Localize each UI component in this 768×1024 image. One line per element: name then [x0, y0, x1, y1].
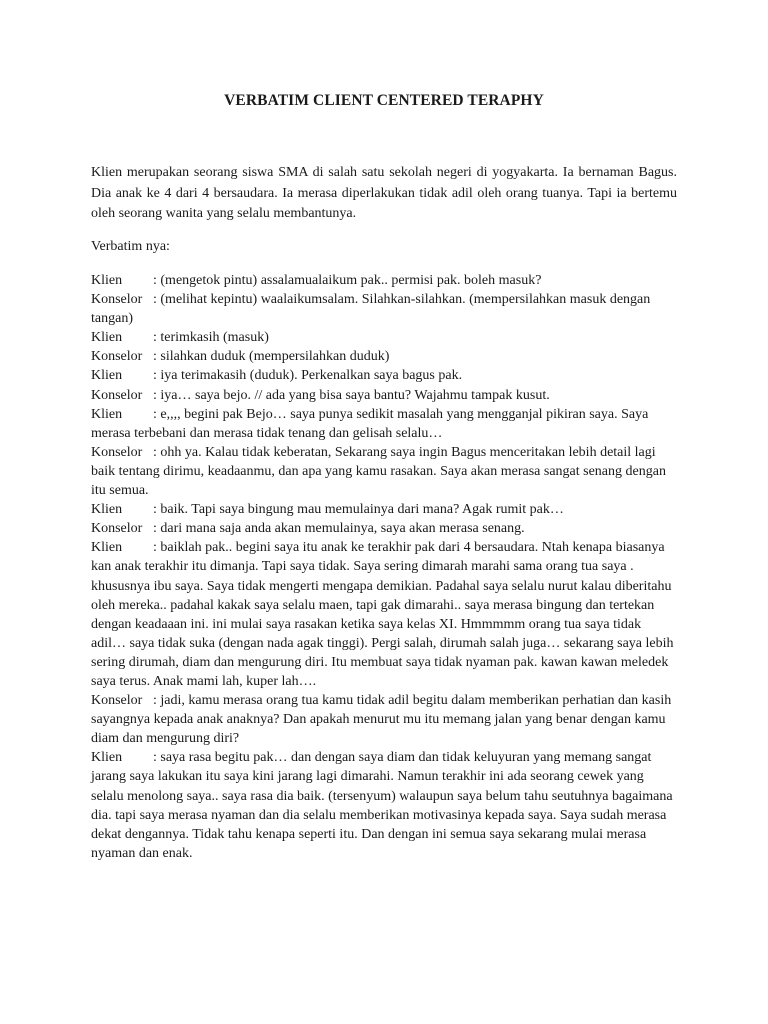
utterance: saya rasa begitu pak… dan dengan saya diam dan tidak keluyuran yang memang sangat jarang saya lakukan itu saya kini jarang lagi dimarahi. Namun terakhir ini ada seorang cewek yang selalu menolong saya.. saya rasa dia baik. (tersenyum) walaupun saya belum tahu seutuhnya bagaimana dia. tapi saya merasa nyaman dan dia selalu memberikan motivasinya kepada saya. Saya sudah merasa dekat dengannya. Tidak tahu kenapa seperti itu. Dan dengan ini semua saya sekarang mulai merasa nyaman dan enak.	[91, 750, 673, 861]
separator: :	[153, 521, 157, 537]
document-title: VERBATIM CLIENT CENTERED TERAPHY	[224, 92, 544, 109]
verbatim-label: Verbatim nya:	[91, 239, 170, 254]
separator: :	[153, 349, 157, 365]
utterance: jadi, kamu merasa orang tua kamu tidak adil begitu dalam memberikan perhatian dan kasih sayangnya kepada anak anaknya? Dan apakah menurut mu itu memang jalan yang benar dengan kamu diam dan mengurung diri?	[91, 693, 672, 747]
separator: :	[153, 368, 157, 384]
separator: :	[153, 330, 157, 346]
speaker-label: Konselor	[91, 521, 143, 537]
dialogue-turn	[91, 386, 677, 405]
utterance: terimkasih (masuk)	[156, 330, 269, 346]
dialogue-turn	[91, 538, 677, 691]
speaker-label: Konselor	[91, 693, 143, 709]
dialogue-turn	[91, 519, 677, 538]
separator: :	[153, 540, 157, 556]
dialogue-turn	[91, 500, 677, 519]
utterance: (mengetok pintu) assalamualaikum pak.. permisi pak. boleh masuk?	[156, 273, 542, 288]
utterance: baiklah pak.. begini saya itu anak ke terakhir pak dari 4 bersaudara. Ntah kenapa biasanya kan anak terakhir itu dimanja. Tapi saya tidak. Saya sering dimarah marahi sama orang tua saya . khususnya ibu saya. Saya tidak mengerti mengapa demikian. Padahal saya selalu nurut kalau diberitahu oleh mereka.. padahal kakak saya selalu maen, tapi gak dimarahi.. saya merasa bingung dan tertekan dengan keadaaan ini. ini mulai saya rasakan ketika saya kelas XI. Hmmmmm orang tua saya tidak adil… saya tidak suka (dengan nada agak tinggi). Pergi salah, dirumah salah juga… sekarang saya lebih sering dirumah, diam dan mengurung diri. Itu membuat saya tidak nyaman pak. kawan kawan meledek saya terus. Anak mami lah, kuper lah….	[91, 540, 674, 689]
dialogue-turn	[91, 290, 677, 328]
speaker-label: Konselor	[91, 292, 143, 308]
utterance: ohh ya. Kalau tidak keberatan, Sekarang saya ingin Bagus menceritakan lebih detail lagi baik tentang dirimu, keadaanmu, dan apa yang kamu rasakan. Saya akan merasa sangat senang dengan itu semua.	[91, 444, 666, 499]
speaker-label: Konselor	[91, 349, 143, 365]
separator: :	[153, 502, 157, 518]
speaker-label: Klien	[91, 330, 123, 346]
speaker-label: Konselor	[91, 387, 143, 403]
utterance: dari mana saja anda akan memulainya, saya akan merasa senang.	[156, 521, 525, 537]
dialogue-turn	[91, 328, 677, 347]
speaker-label: Konselor	[91, 444, 143, 460]
intro-paragraph: Klien merupakan seorang siswa SMA di salah satu sekolah negeri di yogyakarta. Ia bernaman Bagus. Dia anak ke 4 dari 4 bersaudara. Ia merasa diperlakukan tidak adil oleh orang tuanya. Tapi ia bertemu oleh seorang wanita yang selalu membantunya.	[91, 165, 677, 221]
utterance: iya terimakasih (duduk). Perkenalkan saya bagus pak.	[156, 368, 463, 384]
speaker-label: Klien	[91, 502, 123, 518]
separator: :	[153, 387, 157, 403]
utterance: (melihat kepintu) waalaikumsalam. Silahkan-silahkan. (mempersilahkan masuk dengan tangan)	[91, 292, 651, 327]
dialogue-turn	[91, 271, 677, 290]
speaker-label: Klien	[91, 540, 123, 556]
speaker-label: Klien	[91, 406, 123, 422]
dialogue-turn	[91, 691, 677, 748]
dialogue-turn	[91, 347, 677, 366]
separator: :	[153, 444, 157, 460]
dialogue-turn	[91, 748, 677, 863]
separator: :	[153, 273, 157, 288]
dialogue-turn	[91, 366, 677, 385]
separator: :	[153, 750, 157, 766]
utterance: e,,,, begini pak Bejo… saya punya sedikit masalah yang mengganjal pikiran saya. Saya merasa terbebani dan merasa tidak tenang dan gelisah selalu…	[91, 406, 649, 441]
dialogue-transcript	[91, 271, 677, 863]
utterance: iya… saya bejo. // ada yang bisa saya bantu? Wajahmu tampak kusut.	[156, 387, 550, 403]
speaker-label: Klien	[91, 273, 123, 288]
separator: :	[153, 406, 157, 422]
dialogue-turn	[91, 443, 677, 500]
speaker-label: Klien	[91, 750, 123, 766]
utterance: baik. Tapi saya bingung mau memulainya dari mana? Agak rumit pak…	[156, 502, 564, 518]
separator: :	[153, 292, 157, 308]
utterance: silahkan duduk (mempersilahkan duduk)	[156, 349, 390, 365]
dialogue-turn	[91, 405, 677, 443]
speaker-label: Klien	[91, 368, 123, 384]
separator: :	[153, 693, 157, 709]
